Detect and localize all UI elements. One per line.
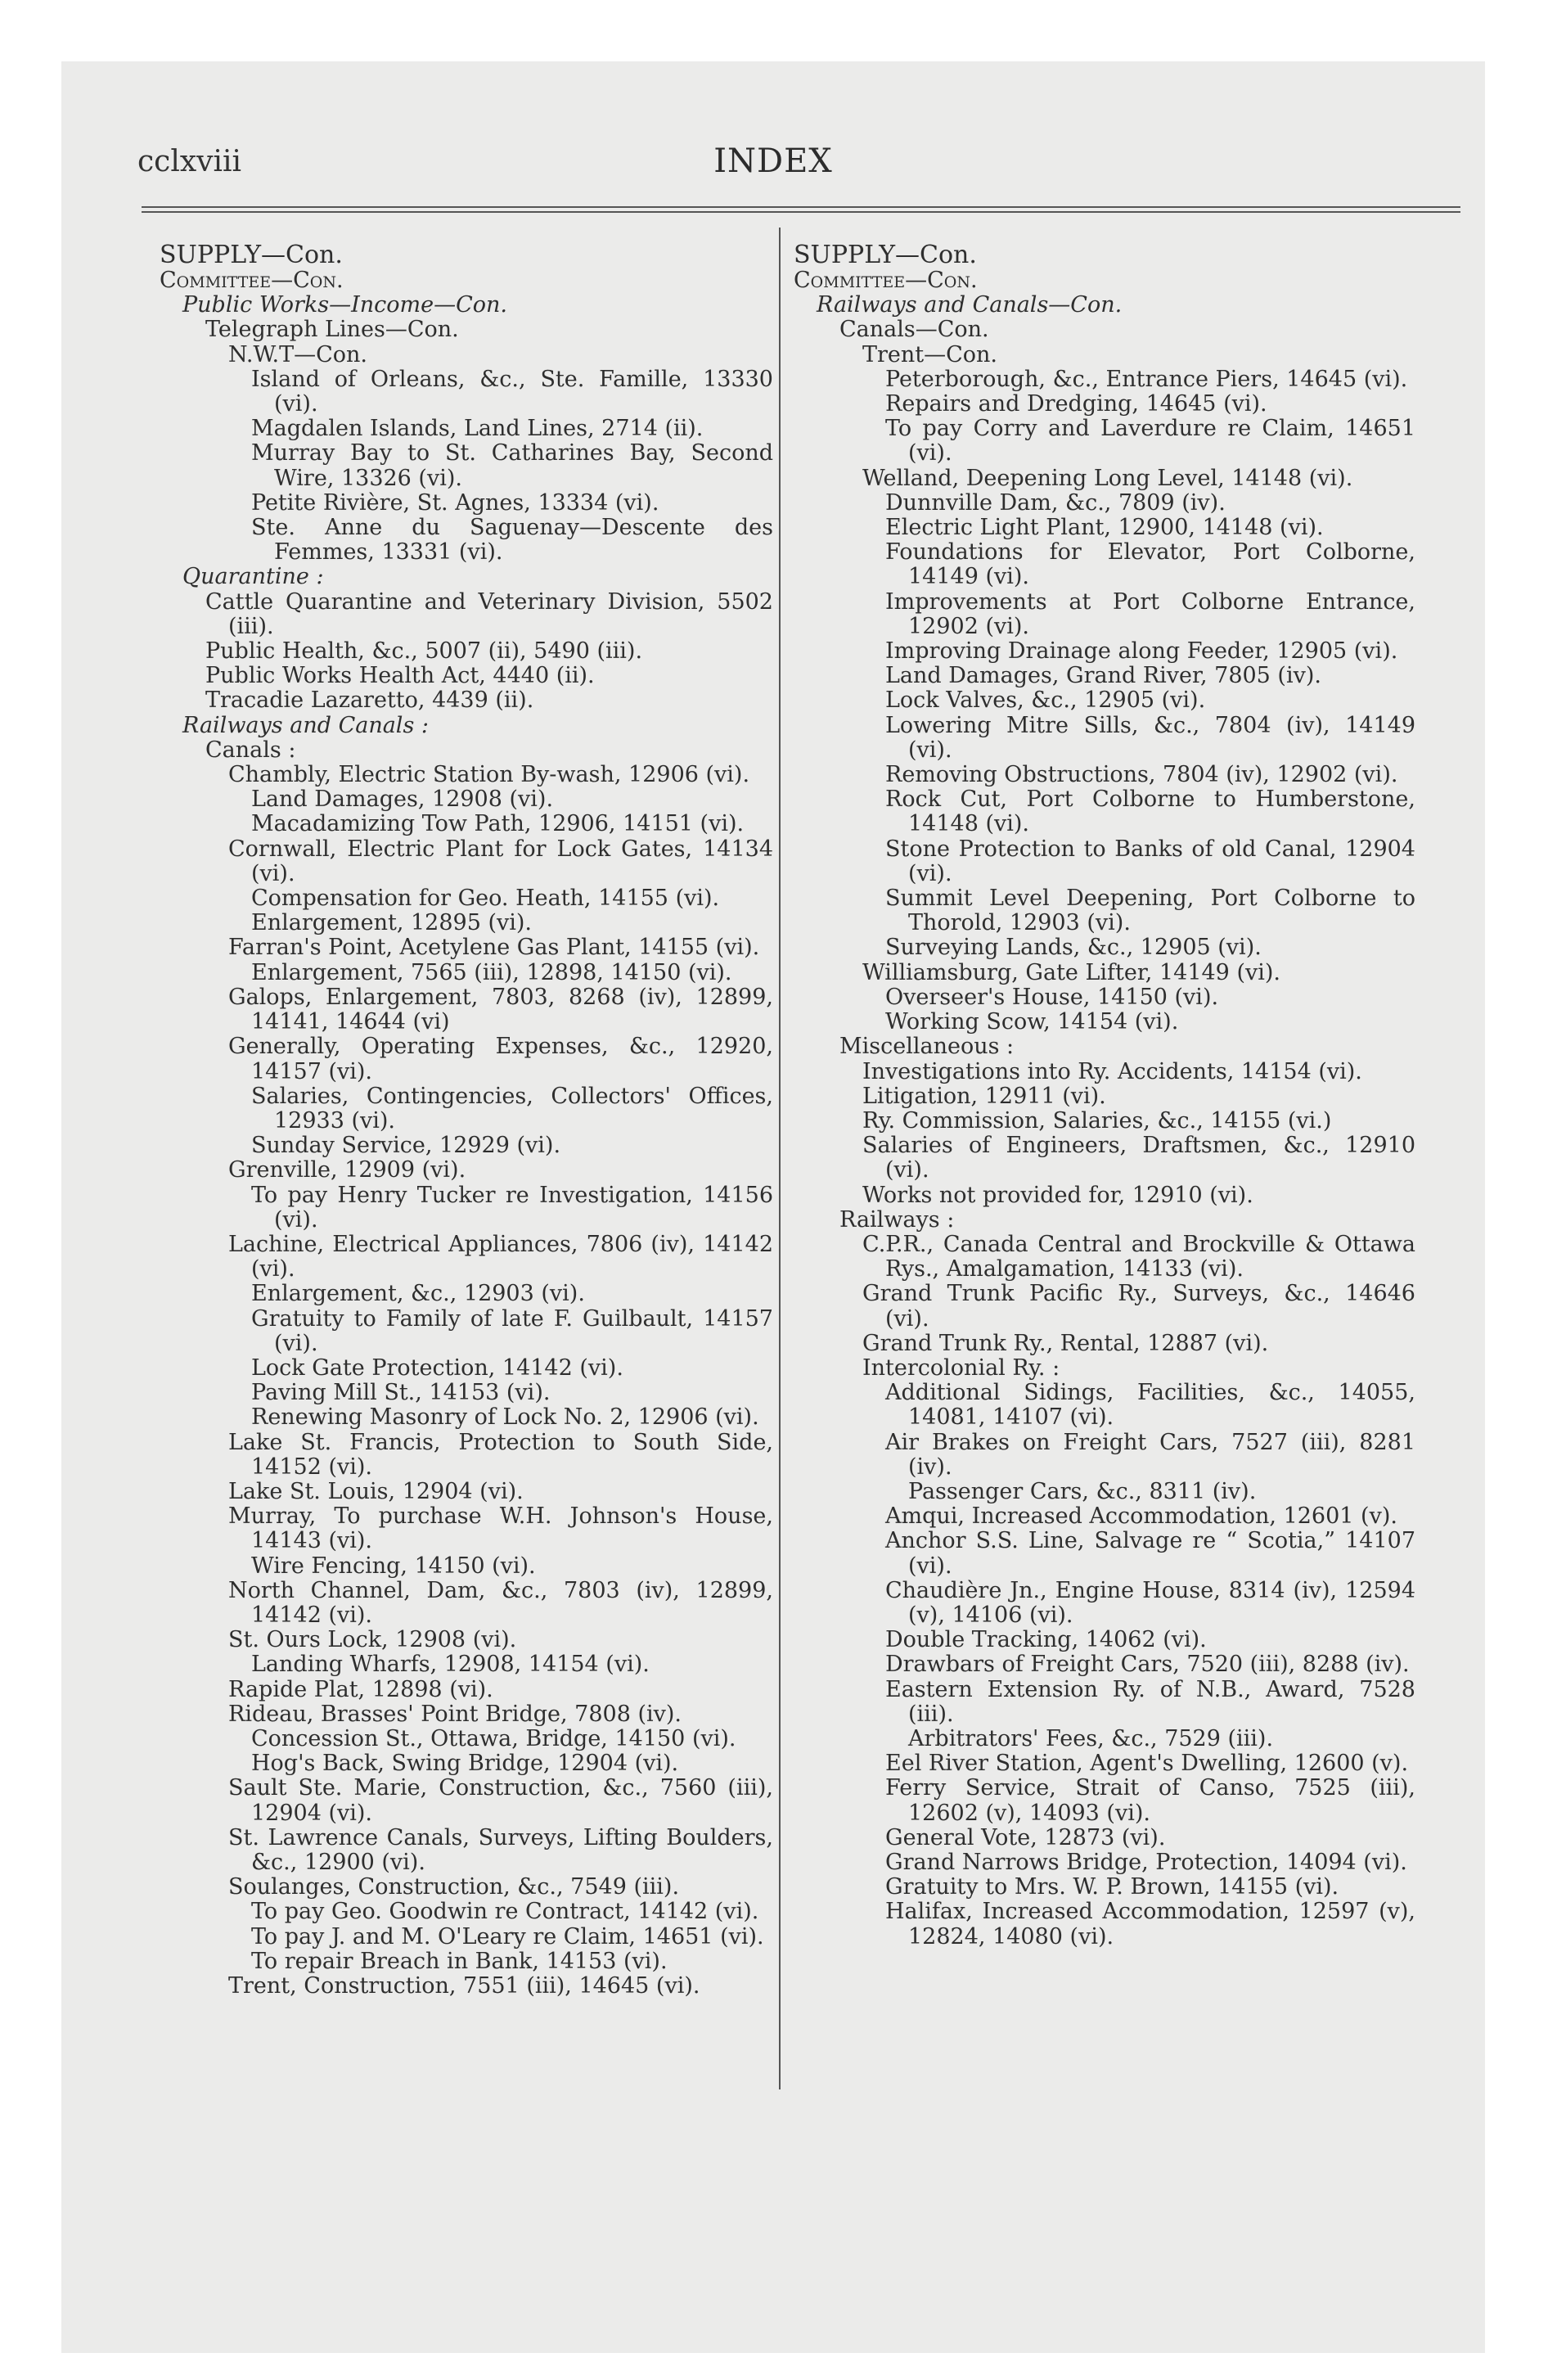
index-entry: Railways and Canals : xyxy=(182,712,429,738)
index-entry: Surveying Lands, &c., 12905 (vi). xyxy=(885,935,1262,961)
index-entry: Enlargement, 12895 (vi). xyxy=(251,910,532,936)
index-entry: Lake St. Louis, 12904 (vi). xyxy=(228,1478,524,1504)
index-entry: Arbitrators' Fees, &c., 7529 (iii). xyxy=(908,1725,1274,1751)
index-entry: Works not provided for, 12910 (vi). xyxy=(862,1182,1253,1208)
index-entry: Sault Ste. Marie, Construction, &c., 7560 (iii), 12904 (vi). xyxy=(228,1775,773,1826)
index-entry: To repair Breach in Bank, 14153 (vi). xyxy=(251,1948,668,1974)
index-entry: Quarantine : xyxy=(182,564,324,590)
index-entry: Overseer's House, 14150 (vi). xyxy=(885,984,1219,1010)
index-entry: To pay Corry and Laverdure re Claim, 14651 (vi). xyxy=(885,416,1415,467)
left-column xyxy=(160,241,773,1999)
index-entry: Drawbars of Freight Cars, 7520 (iii), 8288 (iv). xyxy=(885,1652,1410,1678)
index-entry: Lake St. Francis, Protection to South Side, 14152 (vi). xyxy=(228,1429,773,1480)
index-entry: Passenger Cars, &c., 8311 (iv). xyxy=(908,1478,1257,1504)
index-entry: Ferry Service, Strait of Canso, 7525 (iii), 12602 (v), 14093 (vi). xyxy=(885,1775,1415,1826)
index-entry: Dunnville Dam, &c., 7809 (iv). xyxy=(885,489,1226,516)
index-entry: Welland, Deepening Long Level, 14148 (vi). xyxy=(862,465,1353,491)
index-entry: Miscellaneous : xyxy=(839,1034,1015,1060)
index-entry: Public Health, &c., 5007 (ii), 5490 (iii). xyxy=(205,638,643,665)
index-entry: Committee—Con. xyxy=(160,268,344,293)
index-entry: Sunday Service, 12929 (vi). xyxy=(251,1133,561,1159)
header-rule-bottom xyxy=(142,211,1460,213)
index-entry: Working Scow, 14154 (vi). xyxy=(885,1009,1179,1035)
index-entry: To pay J. and M. O'Leary re Claim, 14651 (vi). xyxy=(251,1923,764,1950)
index-entry: Canals : xyxy=(205,737,296,763)
index-entry: Ry. Commission, Salaries, &c., 14155 (vi.) xyxy=(862,1107,1332,1134)
index-entry: Renewing Masonry of Lock No. 2, 12906 (vi). xyxy=(251,1404,759,1431)
index-entry: Trent—Con. xyxy=(862,341,998,367)
index-entry: Investigations into Ry. Accidents, 14154 (vi). xyxy=(862,1058,1362,1084)
index-entry: Improving Drainage along Feeder, 12905 (vi). xyxy=(885,638,1398,665)
index-entry: Chaudière Jn., Engine House, 8314 (iv), 12594 (v), 14106 (vi). xyxy=(885,1577,1415,1628)
index-entry: Hog's Back, Swing Bridge, 12904 (vi). xyxy=(251,1751,679,1777)
index-entry: Farran's Point, Acetylene Gas Plant, 14155 (vi). xyxy=(228,935,760,961)
index-entry: Eastern Extension Ry. of N.B., Award, 7528 (iii). xyxy=(885,1676,1415,1727)
index-entry: Canals—Con. xyxy=(839,317,989,343)
index-entry: Macadamizing Tow Path, 12906, 14151 (vi). xyxy=(251,811,745,837)
index-entry: Paving Mill St., 14153 (vi). xyxy=(251,1380,551,1406)
index-entry: Wire Fencing, 14150 (vi). xyxy=(251,1553,536,1579)
index-entry: To pay Geo. Goodwin re Contract, 14142 (vi). xyxy=(251,1899,759,1925)
index-entry: Grand Trunk Pacific Ry., Surveys, &c., 14646 (vi). xyxy=(862,1281,1415,1332)
index-entry: Grand Narrows Bridge, Protection, 14094 (vi). xyxy=(885,1850,1407,1875)
index-entry: Halifax, Increased Accommodation, 12597 (v), 12824, 14080 (vi). xyxy=(885,1899,1415,1950)
index-entry: Grand Trunk Ry., Rental, 12887 (vi). xyxy=(862,1330,1269,1356)
index-entry: Repairs and Dredging, 14645 (vi). xyxy=(885,391,1267,417)
index-entry: Air Brakes on Freight Cars, 7527 (iii), 8281 (iv). xyxy=(885,1429,1415,1480)
index-entry: Lock Valves, &c., 12905 (vi). xyxy=(885,687,1206,714)
index-entry: North Channel, Dam, &c., 7803 (iv), 12899, 14142 (vi). xyxy=(228,1577,773,1628)
index-entry: Enlargement, 7565 (iii), 12898, 14150 (vi). xyxy=(251,959,732,985)
index-entry: Committee—Con. xyxy=(794,268,978,293)
index-entry: Land Damages, 12908 (vi). xyxy=(251,787,554,813)
index-entry: SUPPLY—Con. xyxy=(794,241,977,269)
index-entry: Peterborough, &c., Entrance Piers, 14645 (vi). xyxy=(885,366,1408,392)
index-entry: Double Tracking, 14062 (vi). xyxy=(885,1627,1207,1653)
index-entry: Anchor S.S. Line, Salvage re “ Scotia,” 14107 (vi). xyxy=(885,1528,1415,1579)
index-entry: Additional Sidings, Facilities, &c., 14055, 14081, 14107 (vi). xyxy=(885,1380,1415,1431)
index-entry: Lock Gate Protection, 14142 (vi). xyxy=(251,1355,623,1381)
column-divider xyxy=(779,228,781,2089)
index-entry: Gratuity to Family of late F. Guilbault, 14157 (vi). xyxy=(251,1305,773,1356)
index-entry: Rideau, Brasses' Point Bridge, 7808 (iv). xyxy=(228,1701,682,1727)
index-entry: N.W.T—Con. xyxy=(228,341,367,367)
index-entry: Compensation for Geo. Heath, 14155 (vi). xyxy=(251,886,720,912)
index-entry: Cattle Quarantine and Veterinary Division, 5502 (iii). xyxy=(205,588,773,639)
index-entry: Telegraph Lines—Con. xyxy=(205,317,459,343)
index-entry: Improvements at Port Colborne Entrance, 12902 (vi). xyxy=(885,588,1415,639)
index-entry: Galops, Enlargement, 7803, 8268 (iv), 12899, 14141, 14644 (vi) xyxy=(228,984,773,1035)
index-entry: Grenville, 12909 (vi). xyxy=(228,1157,466,1183)
index-entry: Chambly, Electric Station By-wash, 12906 (vi). xyxy=(228,762,750,788)
right-column xyxy=(794,241,1415,1950)
index-entry: Rapide Plat, 12898 (vi). xyxy=(228,1676,493,1702)
index-page xyxy=(61,61,1485,2353)
index-entry: Rock Cut, Port Colborne to Humberstone, 14148 (vi). xyxy=(885,787,1415,837)
index-entry: Railways and Canals—Con. xyxy=(817,292,1123,318)
index-entry: General Vote, 12873 (vi). xyxy=(885,1824,1166,1850)
index-entry: Generally, Operating Expenses, &c., 12920, 14157 (vi). xyxy=(228,1034,773,1084)
index-entry: SUPPLY—Con. xyxy=(160,241,343,269)
index-entry: Amqui, Increased Accommodation, 12601 (v). xyxy=(885,1503,1397,1530)
index-entry: Murray Bay to St. Catharines Bay, Second Wire, 13326 (vi). xyxy=(251,440,773,491)
index-entry: St. Ours Lock, 12908 (vi). xyxy=(228,1627,517,1653)
index-entry: Intercolonial Ry. : xyxy=(862,1355,1060,1381)
index-entry: Lachine, Electrical Appliances, 7806 (iv), 14142 (vi). xyxy=(228,1231,773,1282)
index-entry: Island of Orleans, &c., Ste. Famille, 13330 (vi). xyxy=(251,366,773,417)
index-entry: Ste. Anne du Saguenay—Descente des Femmes, 13331 (vi). xyxy=(251,515,773,566)
index-entry: Litigation, 12911 (vi). xyxy=(862,1083,1106,1109)
index-entry: Land Damages, Grand River, 7805 (iv). xyxy=(885,663,1321,689)
index-entry: Public Works Health Act, 4440 (ii). xyxy=(205,663,595,689)
index-entry: Lowering Mitre Sills, &c., 7804 (iv), 14149 (vi). xyxy=(885,712,1415,763)
index-entry: Concession St., Ottawa, Bridge, 14150 (vi). xyxy=(251,1725,736,1751)
index-entry: Railways : xyxy=(839,1206,955,1233)
index-entry: Williamsburg, Gate Lifter, 14149 (vi). xyxy=(862,959,1280,985)
index-entry: Summit Level Deepening, Port Colborne to Thorold, 12903 (vi). xyxy=(885,886,1415,936)
index-entry: Landing Wharfs, 12908, 14154 (vi). xyxy=(251,1652,650,1678)
index-entry: Petite Rivière, St. Agnes, 13334 (vi). xyxy=(251,489,659,516)
index-entry: Trent, Construction, 7551 (iii), 14645 (vi). xyxy=(228,1973,700,1999)
index-entry: Tracadie Lazaretto, 4439 (ii). xyxy=(205,687,534,714)
index-entry: Soulanges, Construction, &c., 7549 (iii). xyxy=(228,1874,680,1900)
index-entry: Stone Protection to Banks of old Canal, 12904 (vi). xyxy=(885,836,1415,886)
index-entry: Murray, To purchase W.H. Johnson's House, 14143 (vi). xyxy=(228,1503,773,1554)
index-entry: St. Lawrence Canals, Surveys, Lifting Boulders, &c., 12900 (vi). xyxy=(228,1824,773,1875)
index-entry: Salaries, Contingencies, Collectors' Offices, 12933 (vi). xyxy=(251,1083,773,1134)
index-entry: Cornwall, Electric Plant for Lock Gates, 14134 (vi). xyxy=(228,836,773,886)
index-entry: C.P.R., Canada Central and Brockville & Ottawa Rys., Amalgamation, 14133 (vi). xyxy=(862,1231,1415,1282)
index-entry: Eel River Station, Agent's Dwelling, 12600 (v). xyxy=(885,1751,1409,1777)
page-number: cclxviii xyxy=(137,145,242,178)
header-rule-top xyxy=(142,206,1460,208)
index-entry: To pay Henry Tucker re Investigation, 14156 (vi). xyxy=(251,1182,773,1233)
index-entry: Public Works—Income—Con. xyxy=(182,292,508,318)
index-entry: Enlargement, &c., 12903 (vi). xyxy=(251,1281,585,1307)
page-title: INDEX xyxy=(713,142,833,180)
index-entry: Salaries of Engineers, Draftsmen, &c., 12910 (vi). xyxy=(862,1133,1415,1183)
index-entry: Gratuity to Mrs. W. P. Brown, 14155 (vi). xyxy=(885,1874,1339,1900)
index-entry: Foundations for Elevator, Port Colborne, 14149 (vi). xyxy=(885,539,1415,590)
index-entry: Magdalen Islands, Land Lines, 2714 (ii). xyxy=(251,416,704,442)
index-entry: Removing Obstructions, 7804 (iv), 12902 (vi). xyxy=(885,762,1398,788)
index-entry: Electric Light Plant, 12900, 14148 (vi). xyxy=(885,515,1324,541)
